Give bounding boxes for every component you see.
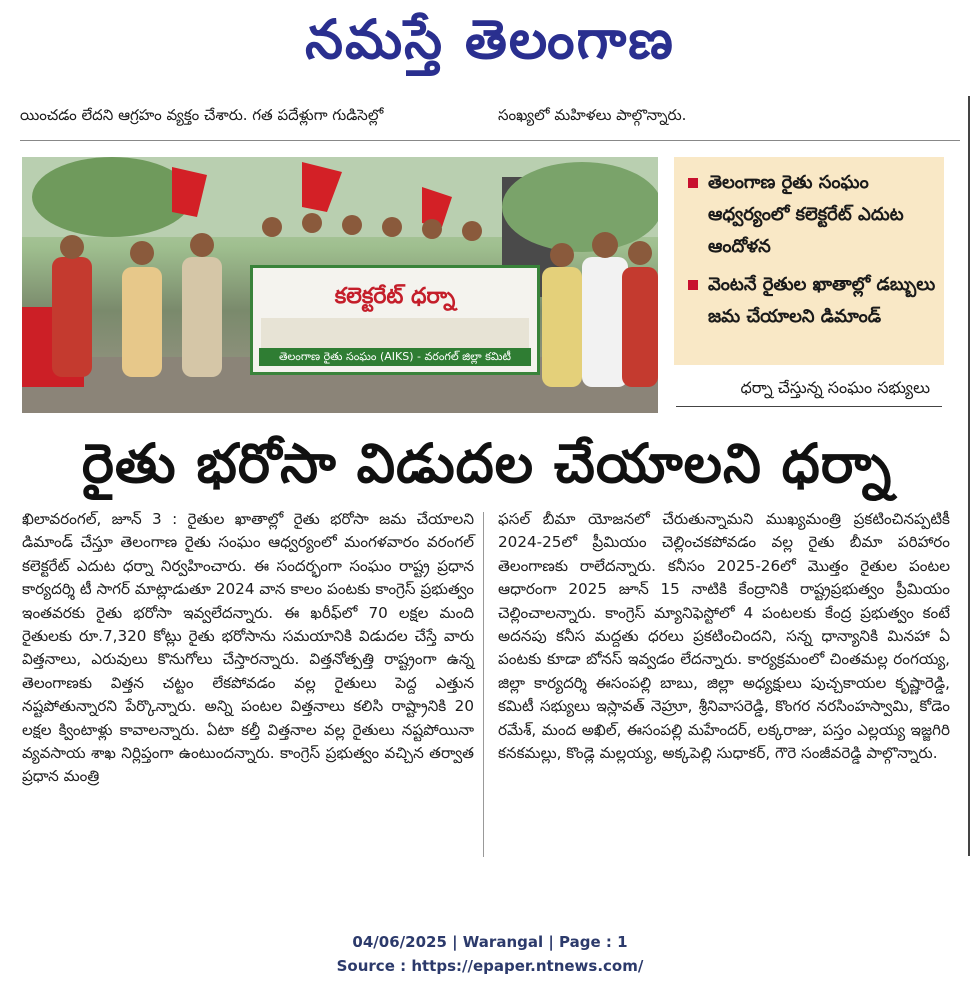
top-strip-left-text: యించడం లేదని ఆగ్రహం వ్యక్తం చేశారు. గత పదేళ్లుగా గుడిసెల్లో [20, 106, 384, 124]
footer-date-edition: 04/06/2025 | Warangal | Page : 1 [352, 933, 628, 951]
highlight-item [682, 167, 936, 263]
highlight-item [682, 269, 936, 333]
banner-strip [261, 318, 529, 352]
article-column-left: ఖిలావరంగల్, జూన్ 3 : రైతుల ఖాతాల్లో రైతు భరోసా జమ చేయాలని డిమాండ్ చేస్తూ తెలంగాణ రైతు సంఘం ఆధ్వర్యంలో మంగళవారం వరంగల్ కలెక్టరేట్ ఎదుట ధర్నా నిర్వహించారు. ఈ సందర్భంగా సంఘం రాష్ట్ర ప్రధాన కార్యదర్శి టీ సాగర్ మాట్లాడుతూ 2024 వాన కాలం పంటకు కాంగ్రెస్ ప్రభుత్వం ఇంతవరకు రైతు భరోసా ఇవ్వలేదన్నారు. ఈ ఖరీఫ్‌లో 70 లక్షల మంది రైతులకు రూ.7,320 కోట్లు రైతు భరోసాను సమయానికి విడుదల చేస్తే వారు విత్తనాలు, ఎరువులు కొనుగోలు చేస్తారన్నారు. విత్తనోత్పత్తి రాష్ట్రంగా ఉన్న తెలంగాణకు విత్తన చట్టం లేకపోవడం వల్ల రైతులు పెద్ద ఎత్తున నష్టపోతున్నారని పేర్కొన్నారు. అన్ని పంటల విత్తనాలు కలిసి రాష్ట్రానికి 20 లక్షల క్వింటాళ్లు కావాలన్నారు. ఏటా కల్తీ విత్తనాల వల్ల రైతులు నష్టపోయినా వ్యవసాయ శాఖ నిర్లిప్తంగా ఉంటుందన్నారు. కాంగ్రెస్ ప్రభుత్వం వచ్చిన తర్వాత ప్రధాన మంత్రి [22, 510, 474, 786]
dharna-banner [250, 265, 540, 375]
photo-caption: ధర్నా చేస్తున్న సంఘం సభ్యులు [740, 378, 930, 397]
headline: రైతు భరోసా విడుదల చేయాలని ధర్నా [81, 432, 893, 495]
divider [20, 140, 960, 141]
caption-underline [676, 406, 942, 407]
column-separator [483, 512, 484, 857]
highlights-box [674, 157, 944, 365]
top-strip-right-text: సంఖ్యలో మహిళలు పాల్గొన్నారు. [498, 106, 687, 124]
article-column-right: ఫసల్ బీమా యోజనలో చేరుతున్నామని ముఖ్యమంత్రి ప్రకటించినప్పటికీ 2024-25లో ప్రీమియం చెల్లించకపోవడం వల్ల రైతు బీమా పరిహారం తెలంగాణకు రాలేదన్నారు. కనీసం 2025-26లో మొత్తం రైతుల పంటల ఆధారంగా 2025 జూన్ 15 నాటికి కేంద్రానికి రాష్ట్రప్రభుత్వం ప్రీమియం చెల్లించాలన్నారు. కాంగ్రెస్ మ్యానిఫెస్టోలో 4 పంటలకు కేంద్ర ప్రభుత్వం కంటే అదనపు కనీస మద్దతు ధరలు ప్రకటించిందని, సన్న ధాన్యానికి మినహా ఏ పంటకు కూడా బోనస్ ఇవ్వడం లేదన్నారు. కార్యక్రమంలో చింతమల్ల రంగయ్య, జిల్లా కార్యదర్శి ఈసంపల్లి బాబు, జిల్లా అధ్యక్షులు పుచ్చకాయల కృష్ణారెడ్డి, కమిటీ సభ్యులు ఇస్లావత్ నెహ్రూ, శ్రీనివాసరెడ్డి, కొంగర నరసింహస్వామి, కోడెం రమేశ్, మంద అఖిల్, ఈసంపల్లి మహేందర్, లక్కరాజు, పస్తం ఎల్లయ్య ఇజ్జగిరి కనకమల్లు, కొండ్లె మల్లయ్య, అక్కపెల్లి సుధాకర్, గౌరె సంజీవరెడ్డి పాల్గొన్నారు. [498, 510, 950, 763]
footer-source: Source : https://epaper.ntnews.com/ [336, 957, 644, 975]
column-divider [968, 96, 970, 856]
banner-title: కలెక్టరేట్ ధర్నా [334, 284, 456, 309]
news-photo [22, 157, 658, 413]
highlight-text: తెలంగాణ రైతు సంఘం ఆధ్వర్యంలో కలెక్టరేట్ ఎదుట ఆందోళన [708, 172, 904, 257]
page-footer [0, 930, 980, 978]
square-bullet-icon [688, 178, 698, 188]
square-bullet-icon [688, 280, 698, 290]
masthead-title: నమస్తే తెలంగాణ [305, 8, 675, 71]
banner-footer: తెలంగాణ రైతు సంఘం (AIKS) - వరంగల్ జిల్లా కమిటీ [259, 348, 531, 366]
top-strip [20, 100, 970, 130]
highlight-text: వెంటనే రైతుల ఖాతాల్లో డబ్బులు జమ చేయాలని డిమాండ్ [708, 274, 936, 327]
